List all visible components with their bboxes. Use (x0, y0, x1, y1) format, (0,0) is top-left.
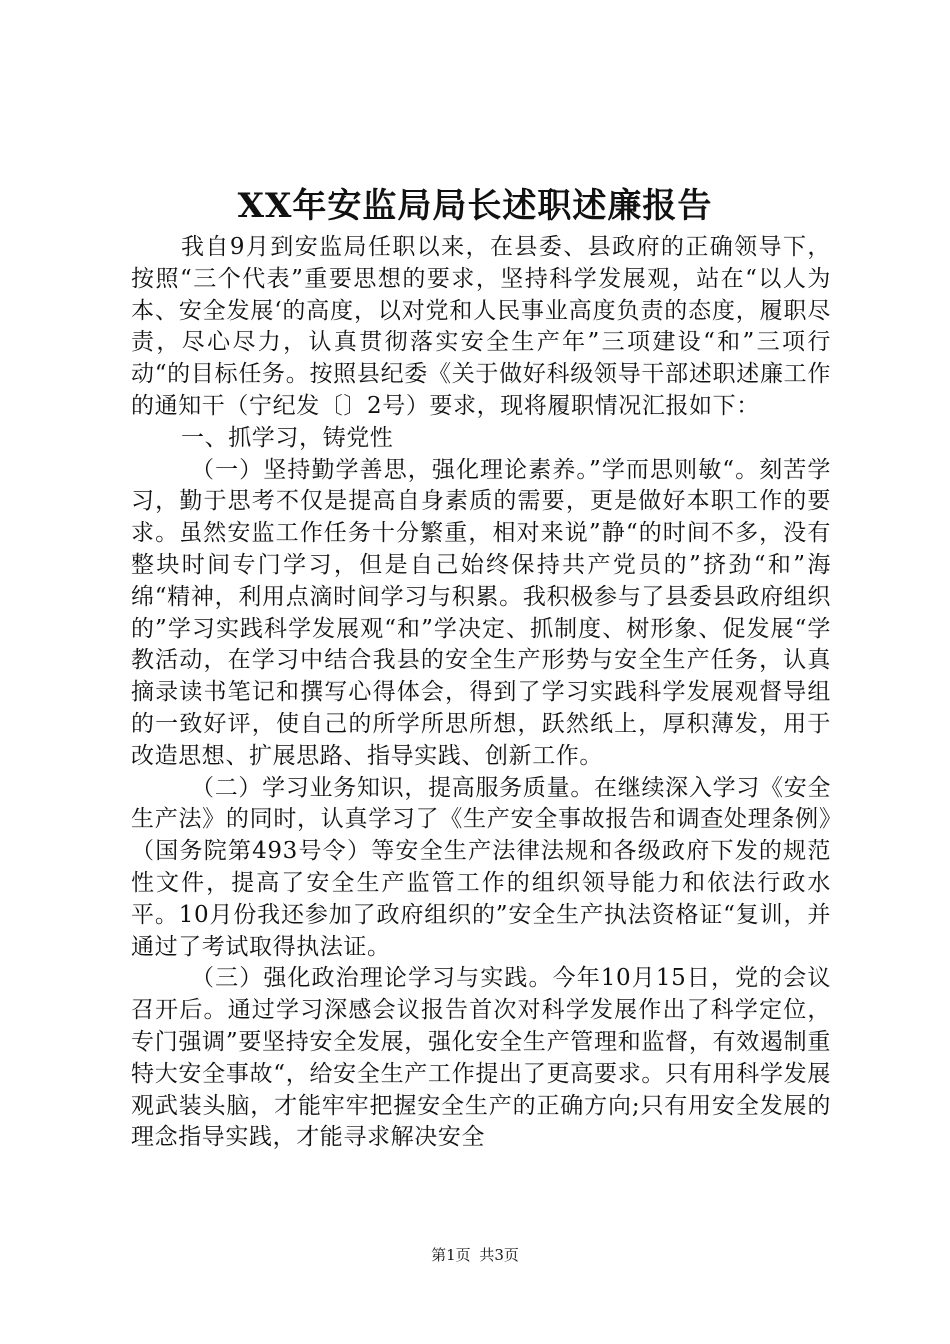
document-title: XX年安监局局长述职述廉报告 (237, 186, 713, 226)
paragraph-subsection-3: （三）强化政治理论学习与实践。今年10月15日，党的会议召开后。通过学习深感会议报告首次对科学发展作出了科学定位，专门强调”要坚持安全发展，强化安全生产管理和监督，有效遏制重特大安全事故“，给安全生产工作提出了更高要求。只有用科学发展观武装头脑，才能牢牢把握安全生产的正确方向;只有用安全发展的理念指导实践，才能寻求解决安全 (131, 965, 831, 1151)
page-total: 共3页 (479, 1246, 519, 1264)
paragraph-subsection-1: （一）坚持勤学善思，强化理论素养。”学而思则敏“。刻苦学习，勤于思考不仅是提高自身素质的需要，更是做好本职工作的要求。虽然安监工作任务十分繁重，相对来说”静“的时间不多，没有整块时间专门学习，但是自己始终保持共产党员的”挤劲“和”海绵“精神，利用点滴时间学习与积累。我积极参与了县委县政府组织的”学习实践科学发展观“和”学决定、抓制度、树形象、促发展“学教活动，在学习中结合我县的安全生产形势与安全生产任务，认真摘录读书笔记和撰写心得体会，得到了学习实践科学发展观督导组的一致好评，使自己的所学所思所想，跃然纸上，厚积薄发，用于改造思想、扩展思路、指导实践、创新工作。 (131, 456, 831, 769)
page-footer (0, 1245, 950, 1265)
paragraph-subsection-2: （二）学习业务知识，提高服务质量。在继续深入学习《安全生产法》的同时，认真学习了《生产安全事故报告和调查处理条例》（国务院第493号令）等安全生产法律法规和各级政府下发的规范性文件，提高了安全生产监管工作的组织领导能力和依法行政水平。10月份我还参加了政府组织的”安全生产执法资格证“复训，并通过了考试取得执法证。 (131, 774, 831, 960)
document-body (131, 232, 831, 1154)
paragraph-intro: 我自9月到安监局任职以来，在县委、县政府的正确领导下，按照“三个代表”重要思想的要求，坚持科学发展观，站在“以人为本、安全发展‘的高度，以对党和人民事业高度负责的态度，履职尽责，尽心尽力，认真贯彻落实安全生产年”三项建设“和”三项行动“的目标任务。按照县纪委《关于做好科级领导干部述职述廉工作的通知干（宁纪发〔〕2号）要求，现将履职情况汇报如下： (131, 234, 831, 419)
section-heading: 一、抓学习，铸党性 (181, 424, 394, 451)
page-number: 第1页 (431, 1246, 471, 1264)
